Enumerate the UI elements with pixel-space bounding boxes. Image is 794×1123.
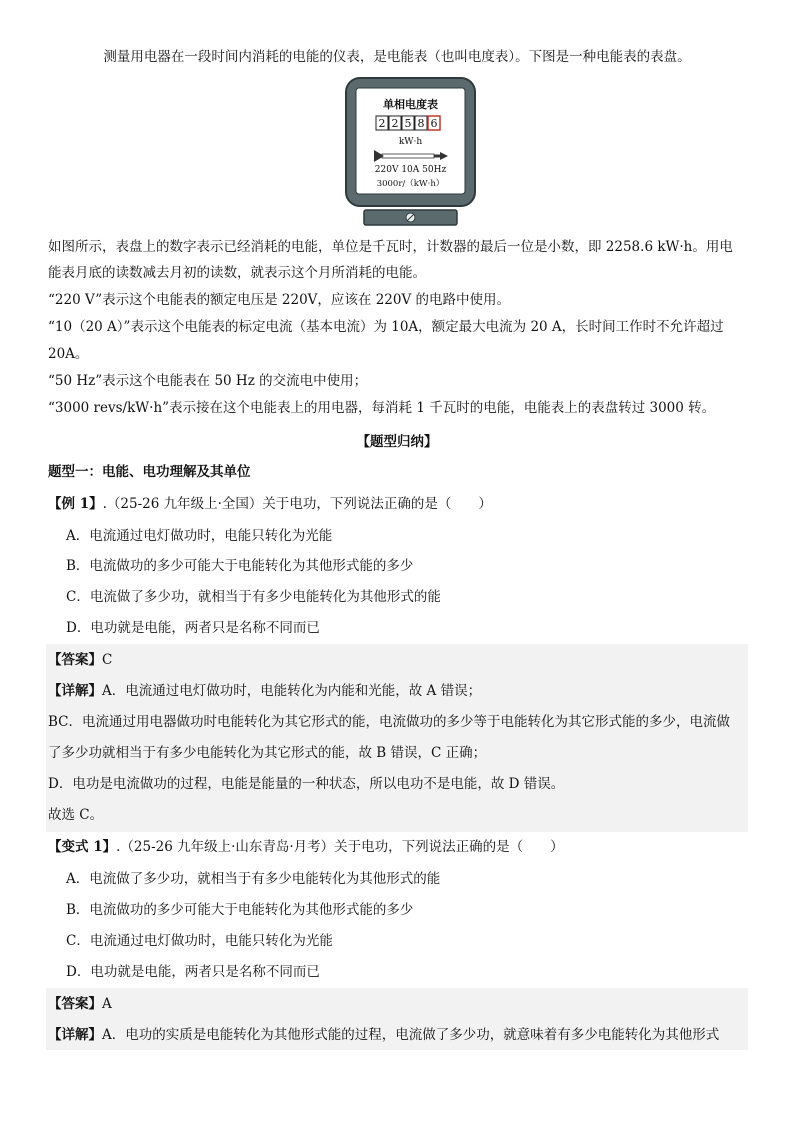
answer-tag: 【答案】	[48, 652, 102, 668]
paragraph-line: 20A。	[48, 346, 89, 362]
variant-1-tag: 【变式 1】	[48, 839, 117, 855]
example-1-option: B．电流做功的多少可能大于电能转化为其他形式能的多少	[66, 558, 414, 574]
variant-1-question: .（25-26 九年级上·山东青岛·月考）关于电功，下列说法正确的是（ ）	[116, 839, 564, 855]
meter-unit: kW·h	[398, 137, 423, 147]
screw-icon	[406, 213, 415, 222]
variant-1-option: D．电功就是电能，两者只是名称不同而已	[66, 964, 320, 980]
meter-counter	[376, 116, 440, 130]
meter-digit-decimal: 6	[430, 117, 438, 130]
section-title: 【题型归纳】	[356, 434, 438, 450]
topic-title: 题型一：电能、电功理解及其单位	[48, 464, 251, 480]
paragraph-line: “10（20 A）”表示这个电能表的标定电流（基本电流）为 10A，额定最大电流为 20 A，长时间工作时不允许超过	[48, 319, 724, 335]
example-1-tag: 【例 1】	[48, 496, 103, 512]
example-1-option: C．电流做了多少功，就相当于有多少电能转化为其他形式的能	[66, 589, 441, 605]
paragraph-line: “3000 revs/kW·h”表示接在这个电能表上的用电器，每消耗 1 千瓦时的电能，电能表上的表盘转过 3000 转。	[48, 400, 716, 416]
meter-revolutions: 3000r/（kW·h）	[376, 179, 445, 189]
variant-1-detail	[48, 1025, 719, 1045]
paragraph-line: “220 V”表示这个电能表的额定电压是 220V，应该在 220V 的电路中使用。	[48, 292, 511, 308]
example-1-answer	[48, 650, 112, 670]
paragraph-line: 如图所示，表盘上的数字表示已经消耗的电能，单位是千瓦时，计数器的最后一位是小数，即 2258.6 kW·h。用电	[48, 239, 733, 255]
paragraph-line: “50 Hz”表示这个电能表在 50 Hz 的交流电中使用；	[48, 373, 368, 389]
detail-tag: 【详解】	[48, 1027, 102, 1043]
example-1-solution-box	[46, 644, 748, 832]
variant-1-option: C．电流通过电灯做功时，电能只转化为光能	[66, 933, 333, 949]
intro-text: 测量用电器在一段时间内消耗的电能的仪表，是电能表（也叫电度表）。下图是一种电能表的表盘。	[103, 49, 691, 65]
answer-tag: 【答案】	[48, 996, 102, 1012]
electric-meter-illustration	[344, 76, 477, 228]
answer-value: A	[102, 996, 112, 1012]
meter-digit: 8	[417, 117, 425, 130]
meter-digit: 2	[378, 117, 386, 130]
example-1-detail	[48, 681, 481, 701]
variant-1-stem	[48, 837, 564, 857]
example-1-option: A．电流通过电灯做功时，电能只转化为光能	[66, 528, 333, 544]
meter-digit: 5	[404, 117, 412, 130]
detail-text: A．电流通过电灯做功时，电能转化为内能和光能，故 A 错误；	[102, 683, 482, 699]
variant-1-option: B．电流做功的多少可能大于电能转化为其他形式能的多少	[66, 902, 414, 918]
meter-digit: 2	[391, 117, 399, 130]
example-1-stem	[48, 494, 492, 514]
example-1-detail-line: 了多少功就相当于有多少电能转化为其它形式的能，故 B 错误，C 正确；	[48, 745, 487, 761]
example-1-detail-line: 故选 C。	[48, 807, 104, 823]
example-1-option: D．电功就是电能，两者只是名称不同而已	[66, 620, 320, 636]
answer-value: C	[102, 652, 113, 668]
example-1-detail-line: BC．电流通过用电器做功时电能转化为其它形式的能，电流做功的多少等于电能转化为其它形式能的多少，电流做	[48, 714, 730, 730]
paragraph-line: 能表月底的读数减去月初的读数，就表示这个月所消耗的电能。	[48, 265, 426, 281]
variant-1-answer	[48, 994, 112, 1014]
detail-text: A．电功的实质是电能转化为其他形式能的过程，电流做了多少功，就意味着有多少电能转化为其他形式	[102, 1027, 720, 1043]
detail-tag: 【详解】	[48, 683, 102, 699]
meter-specs: 220V 10A 50Hz	[374, 165, 447, 175]
example-1-detail-line: D．电功是电流做功的过程，电能是能量的一种状态，所以电功不是电能，故 D 错误。	[48, 776, 565, 792]
meter-title: 单相电度表	[383, 98, 438, 111]
variant-1-option: A．电流做了多少功，就相当于有多少电能转化为其他形式的能	[66, 871, 441, 887]
example-1-question: .（25-26 九年级上·全国）关于电功，下列说法正确的是（ ）	[102, 496, 492, 512]
